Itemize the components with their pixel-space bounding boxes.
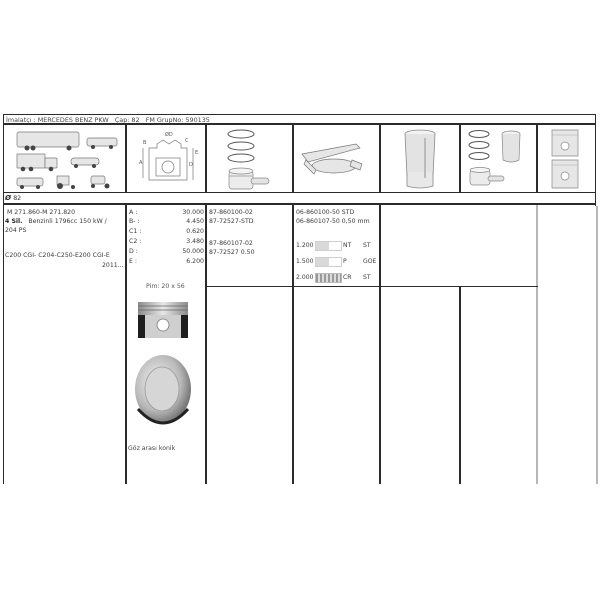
ring-spec-row: 2.000 CR ST (296, 274, 371, 281)
diameter-label: Çap: 82 (114, 116, 140, 124)
group-number-label: FM GrupNo: 590135 (145, 116, 210, 124)
diameter-row (3, 193, 596, 205)
svg-text:A: A (139, 160, 143, 166)
svg-text:ØD: ØD (165, 132, 173, 138)
vehicle-types-icon (5, 126, 125, 192)
piston-part-number[interactable]: 87-860100-02 (209, 209, 253, 216)
ring-spec-row: 1.500 P GOE (296, 258, 377, 265)
engine-spec: Benzinli 1796cc 150 kW / (28, 218, 107, 225)
manufacturer-label: İmalatçı : MERCEDES BENZ PKW (6, 116, 109, 124)
diameter-symbol-icon: Ø (5, 194, 11, 202)
piston-with-rings-icon (207, 126, 292, 192)
piston-side-photo (134, 300, 192, 340)
engine-spec-line (5, 218, 107, 226)
piston-top-photo (134, 353, 192, 435)
icon-row-bottom (3, 192, 596, 193)
piston-liner-kit-icon (461, 126, 536, 192)
engine-codes: M 271.860-M 271.820 (7, 209, 76, 216)
piston-part-number[interactable]: 87-860107-02 (209, 240, 253, 247)
ring-profile-icon (315, 257, 342, 267)
col-divider (292, 205, 294, 484)
piston-note: Göz arası konik (128, 445, 176, 452)
ring-set-part-number[interactable]: 06-860100-50 STD (296, 209, 355, 216)
ring-spec-row: 1.200 NT ST (296, 242, 371, 249)
col-divider (459, 287, 461, 484)
piston-dimensions-diagram-icon (127, 126, 205, 192)
table-right-border-lower (596, 206, 598, 484)
diameter-value: 82 (13, 195, 22, 202)
svg-text:E: E (195, 150, 199, 156)
col-divider (125, 205, 127, 484)
piston-part-number[interactable]: 87-72527-STD (209, 218, 254, 225)
pin-size: Pim: 20 x 56 (146, 283, 185, 290)
diameter-row-content (5, 194, 21, 202)
cylinder-count: 4 Sil. (5, 218, 23, 225)
spec-block-bottom (206, 286, 538, 287)
ring-compressor-icon (294, 126, 379, 192)
svg-text:D: D (189, 162, 193, 168)
table-left-border (3, 114, 4, 484)
catalog-header (6, 116, 210, 124)
piston-pair-icon (538, 126, 595, 192)
cylinder-liner-icon (381, 126, 459, 192)
oil-ring-profile-icon (315, 273, 342, 283)
svg-text:B: B (143, 140, 147, 146)
col-divider (536, 205, 538, 484)
engine-power: 204 PS (5, 227, 27, 234)
model-year: 2011... (102, 262, 124, 269)
vehicle-models: C200 CGI- C204-C250-E200 CGI-E (5, 252, 110, 259)
col-divider (205, 205, 207, 484)
svg-text:C: C (185, 138, 189, 144)
ring-set-part-number[interactable]: 06-860107-50 0,50 mm (296, 218, 370, 225)
ring-profile-icon (315, 241, 342, 251)
piston-part-number[interactable]: 87-72527 0.50 (209, 249, 255, 256)
